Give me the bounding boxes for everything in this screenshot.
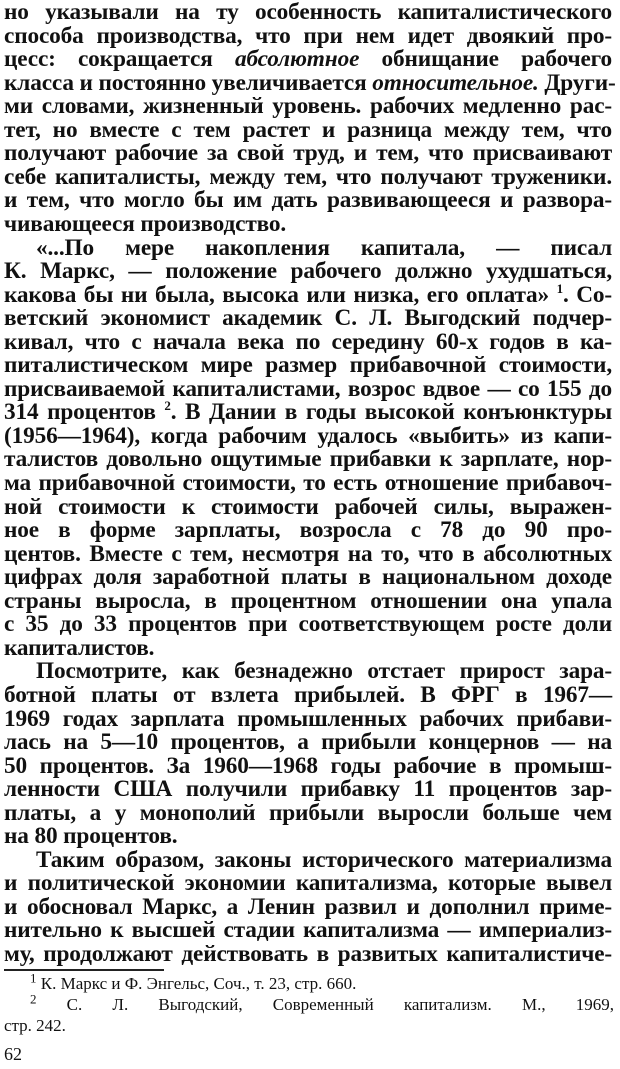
text-line: кивал, что с начала века по середину 60-х годов в ка- (4, 328, 612, 355)
text-line: му, продолжают действовать в развитых капиталистиче- (4, 941, 612, 967)
text-line: 1969 годах зарплата промышленных рабочих прибави- (4, 705, 612, 732)
text-line: ной стоимости к стоимости рабочей силы, выражен- (4, 493, 612, 520)
text-line: способа производства, что при нем идет двоякий про- (4, 22, 612, 49)
text-line: капиталистов. (4, 634, 155, 661)
text-line: но указывали на ту особенность капиталистического (4, 0, 612, 25)
text-line: К. Маркс, — положение рабочего должно ухудшаться, (4, 258, 612, 285)
text-line: на 80 процентов. (4, 823, 178, 850)
text-line: ное в форме зарплаты, возросла с 78 до 90 про- (4, 517, 612, 544)
text-line: ботной платы от взлета прибылей. В ФРГ в 1967— (4, 681, 612, 708)
text-line: цесс: сокращается абсолютное обнищание рабочего (4, 46, 612, 73)
text-line: и политической экономии капитализма, которые вывел (4, 870, 612, 897)
text-line: тет, но вместе с тем растет и разница между тем, что (4, 116, 612, 143)
text-line: центов. Вместе с тем, несмотря на то, что в абсолютных (4, 540, 612, 567)
text-line: питалистическом мире размер прибавочной стоимости, (4, 352, 612, 379)
text-line: страны выросла, в процентном отношении она упала (4, 587, 612, 614)
page-number: 62 (4, 1044, 22, 1064)
text-line: с 35 до 33 процентов при соответствующем росте доли (4, 611, 612, 638)
text-line: «...По мере накопления капитала, — писал (36, 234, 612, 261)
text-line: платы, а у монополий прибыли выросли больше чем (4, 799, 612, 826)
text-line: 314 процентов $^2$. В Дании в годы высокой конъюнктуры (4, 398, 612, 426)
text-line: ми словами, жизненный уровень. рабочих медленно рас- (4, 93, 612, 120)
text-line: какова бы ни была, высока или низка, его оплата» $^1$. Со- (4, 280, 612, 308)
text-line: класса и постоянно увеличивается относительное. Други- (4, 69, 616, 96)
text-line: получают рабочие за свой труд, и тем, что присваивают (4, 140, 612, 167)
text-line: и обосновал Маркс, а Ленин развил и дополнил приме- (4, 893, 612, 920)
text-line: талистов довольно ощутимые прибавки к зарплате, нор- (4, 446, 612, 473)
text-line: цифрах доля заработной платы в национальном доходе (4, 564, 612, 591)
footnote-line: $^1$ К. Маркс и Ф. Энгельс, Соч., т. 23, стр. 660. (30, 970, 357, 993)
footnote-line: $^2$ С. Л. Выгодский, Современный капитализм. М., 1969, (30, 991, 614, 1014)
text-line: Таким образом, законы исторического материализма (36, 846, 612, 873)
footnote-separator (4, 969, 164, 971)
text-line: и тем, что могло бы им дать развивающееся и разворa- (4, 187, 612, 214)
text-line: (1956—1964), когда рабочим удалось «выбить» из капи- (4, 422, 612, 449)
text-line: присваиваемой капиталистами, возрос вдвое — со 155 до (4, 375, 612, 402)
text-line: себе капиталисты, между тем, что получают труженики. (4, 163, 612, 190)
text-line: чивающееся производство. (4, 210, 287, 237)
text-line: Посмотрите, как безнадежно отстает прирост зара- (36, 658, 612, 685)
text-line: 50 процентов. За 1960—1968 годы рабочие в промыш- (4, 752, 612, 779)
text-line: ветский экономист академик С. Л. Выгодский подчер- (4, 305, 612, 332)
text-line: ма прибавочной стоимости, то есть отношение прибавоч- (4, 470, 612, 496)
text-line: лась на 5—10 процентов, а прибыли концернов — на (4, 729, 612, 756)
text-line: нительно к высшей стадии капитализма — империализ- (4, 917, 612, 944)
text-line: ленности США получили прибавку 11 процентов зар- (4, 776, 612, 803)
footnote-line: стр. 242. (4, 1016, 66, 1035)
